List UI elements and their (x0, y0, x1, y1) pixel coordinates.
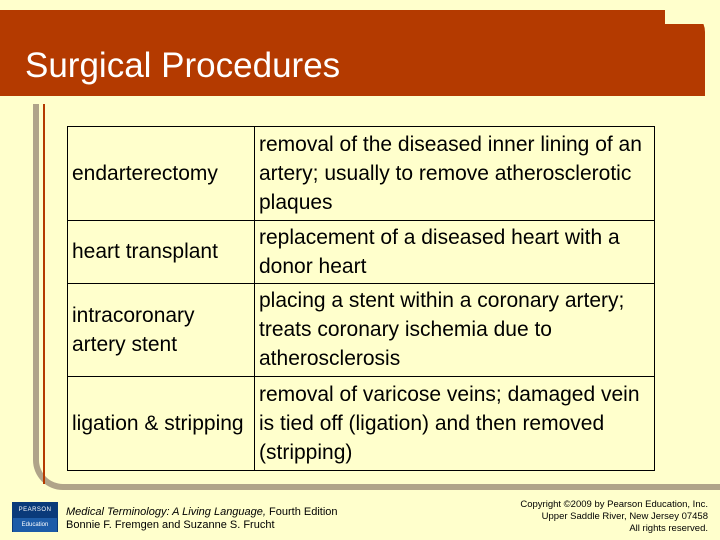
pearson-logo (12, 502, 58, 532)
content-frame-inner-line (43, 104, 45, 484)
copyright-line-2: Upper Saddle River, New Jersey 07458 (541, 511, 708, 522)
term-cell: endarterectomy (68, 127, 255, 221)
copyright-line-3: All rights reserved. (629, 523, 708, 534)
footer-book-info (66, 506, 386, 532)
logo-top-text: PEARSON (18, 507, 52, 513)
slide-title: Surgical Procedures (25, 46, 341, 85)
title-bar-corner (665, 10, 705, 24)
table-row (68, 283, 655, 377)
title-underline (0, 96, 636, 102)
term-cell: ligation & stripping (68, 377, 255, 471)
term-cell: heart transplant (68, 220, 255, 283)
logo-bottom-text: Education (13, 518, 57, 532)
book-edition: Fourth Edition (265, 506, 338, 518)
table-row (68, 377, 655, 471)
definition-cell: placing a stent within a coronary artery; treats coronary ischemia due to atherosclerosis (255, 283, 655, 377)
table-row (68, 127, 655, 221)
term-cell: intracoronary artery stent (68, 283, 255, 377)
definition-cell: replacement of a diseased heart with a donor heart (255, 220, 655, 283)
procedures-table (67, 126, 655, 471)
copyright-line-1: Copyright ©2009 by Pearson Education, Inc. (520, 499, 708, 510)
title-bar (0, 10, 705, 96)
book-title-line (66, 506, 386, 519)
book-title: Medical Terminology: A Living Language, (66, 506, 266, 518)
definition-cell: removal of the diseased inner lining of an artery; usually to remove atherosclerotic plaques (255, 127, 655, 221)
definition-cell: removal of varicose veins; damaged vein is tied off (ligation) and then removed (stripping) (255, 377, 655, 471)
book-authors: Bonnie F. Fremgen and Suzanne S. Frucht (66, 519, 275, 531)
table-row (68, 220, 655, 283)
footer-copyright (478, 499, 708, 535)
